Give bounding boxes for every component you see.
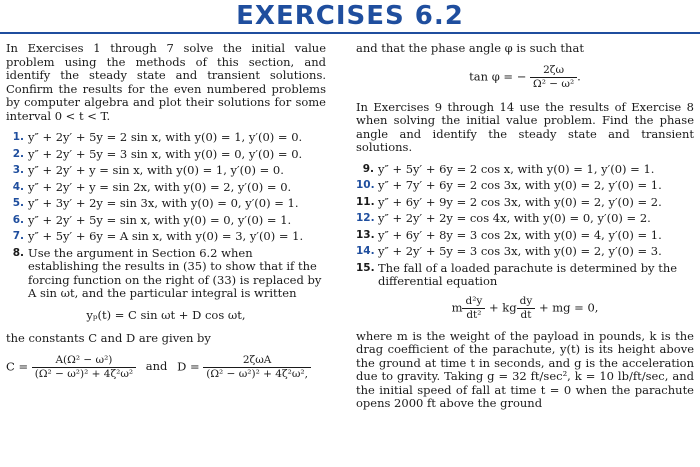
exercise-number: 9. [362,162,374,175]
exercise-text: y″ + 2y′ + 5y = sin x, with y(0) = 0, y′(0) = 1. [28,212,292,227]
tan-fraction [530,64,577,91]
c-denominator: (Ω² − ω²)² + 4ζ²ω² [34,367,134,380]
and-word: and [145,359,168,373]
second-derivative [462,295,485,322]
exercise-item [6,148,326,162]
exercise-item [356,262,694,289]
exercise-text: y″ + 3y′ + 2y = sin 3x, with y(0) = 0, y′(0) = 1. [28,196,299,210]
particular-integral-equation: yₚ(t) = C sin ωt + D cos ωt, [86,307,246,322]
exercise-item [356,163,694,177]
exercise-item [6,214,326,228]
exercise-number: 7. [12,230,24,242]
exercise-number: 5. [12,197,24,209]
exercise-number: 1. [12,131,24,143]
intro-paragraph: In Exercises 1 through 7 solve the initial value problem using the methods of this section, and identify the steady state and transient solutions. Confirm the results for the even numbered problems by computer algebra and plot their solutions for some interval 0 < t < T. [6,41,326,123]
d-numerator: 2ζωA [203,354,311,368]
right-column [356,42,694,419]
exercise-item [6,197,326,211]
exercise-text: y″ + 7y′ + 6y = 2 cos 3x, with y(0) = 2, y′(0) = 1. [378,178,662,192]
exercise-item [6,181,326,195]
tan-period: . [577,69,581,83]
tan-phase-equation [356,64,694,91]
d-label: D = [177,359,200,373]
exercise-text: y″ + 2y′ + 5y = 3 sin x, with y(0) = 0, y′(0) = 0. [28,146,303,161]
phase-angle-sentence: and that the phase angle φ is such that [356,41,584,55]
exercise-number: 3. [12,164,24,176]
exercise-number: 11. [356,195,375,208]
gravity-term: + mg = 0, [538,300,599,314]
exercise-text: y″ + 6y′ + 8y = 3 cos 2x, with y(0) = 4, y′(0) = 1. [378,227,662,242]
exercise-text: y″ + 2y′ + y = sin x, with y(0) = 1, y′(0) = 0. [28,163,284,177]
tan-denominator: Ω² − ω² [533,77,575,90]
exercise-number: 15. [356,261,375,274]
exercise-item [356,196,694,210]
tan-label: tan φ = − [469,69,527,83]
exercise-text: y″ + 2y′ + y = sin 2x, with y(0) = 2, y′(0) = 0. [28,179,292,194]
section-header [0,0,700,34]
c-fraction [32,354,136,381]
d-fraction [203,354,311,381]
exercise-number: 4. [12,180,24,193]
d-denominator: (Ω² − ω²)² + 4ζ²ω², [206,367,308,380]
parachute-equation [356,295,694,322]
exercise-item [6,230,326,244]
exercise-text: y″ + 6y′ + 9y = 2 cos 3x, with y(0) = 2, y′(0) = 2. [378,194,662,209]
exercise-number: 12. [356,212,375,224]
constants-sentence: the constants C and D are given by [6,331,211,345]
first-derivative-denominator: dt [520,308,532,321]
exercise-item [356,245,694,259]
exercise-text: The fall of a loaded parachute is determined by the differential equation [378,260,678,288]
exercise-text: y″ + 2y′ + 5y = 3 cos 3x, with y(0) = 2, y′(0) = 3. [378,244,662,258]
parachute-description: where m is the weight of the payload in pounds, k is the drag coefficient of the parachute, y(t) is its height above the ground at time t in seconds, and g is the acceleration due to gravity. Taking g = 32 ft/sec², k = 10 lb/ft/sec, and the initial speed of fall at time t = 0 when the parachute opens 2000 ft above the ground [356,328,694,410]
first-derivative [517,295,536,322]
exercise-number: 8. [12,246,24,259]
exercise-number: 6. [12,213,24,226]
drag-term: + kg [489,300,517,314]
exercise-text: y″ + 5y′ + 6y = A sin x, with y(0) = 3, y′(0) = 1. [28,229,304,243]
exercise-item [356,229,694,243]
title-underline [0,32,700,34]
mass-symbol: m [451,300,463,314]
exercise-number: 2. [12,147,24,160]
exercise-text: Use the argument in Section 6.2 when establishing the results in (35) to show that if the forcing function on the right of (33) is replaced by A sin ωt, and the particular integral is written [28,245,322,300]
second-derivative-numerator: d²y [462,295,485,309]
section-title: EXERCISES 6.2 [236,1,464,31]
exercise-item [6,247,326,301]
exercise-item [356,212,694,226]
left-column [6,42,326,381]
second-derivative-denominator: dt² [466,308,482,321]
c-label: C = [6,359,29,373]
exercise-number: 10. [356,179,375,191]
exercise-item [6,164,326,178]
exercise-item [356,179,694,193]
constants-formulas [6,354,326,381]
exercise-item [6,131,326,145]
c-numerator: A(Ω² − ω²) [32,354,136,368]
exercise-number: 14. [356,245,375,257]
intro-paragraph-2: In Exercises 9 through 14 use the results of Exercise 8 when solving the initial value problem. Find the phase angle and identify the steady state and transient solutions. [356,99,694,154]
first-derivative-numerator: dy [517,295,536,309]
tan-numerator: 2ζω [530,64,577,78]
exercise-text: y″ + 2y′ + 2y = cos 4x, with y(0) = 0, y′(0) = 2. [378,211,651,225]
exercise-text: y″ + 2y′ + 5y = 2 sin x, with y(0) = 1, y′(0) = 0. [28,130,303,144]
exercise-text: y″ + 5y′ + 6y = 2 cos x, with y(0) = 1, y′(0) = 1. [378,161,655,176]
exercise-number: 13. [356,228,375,241]
